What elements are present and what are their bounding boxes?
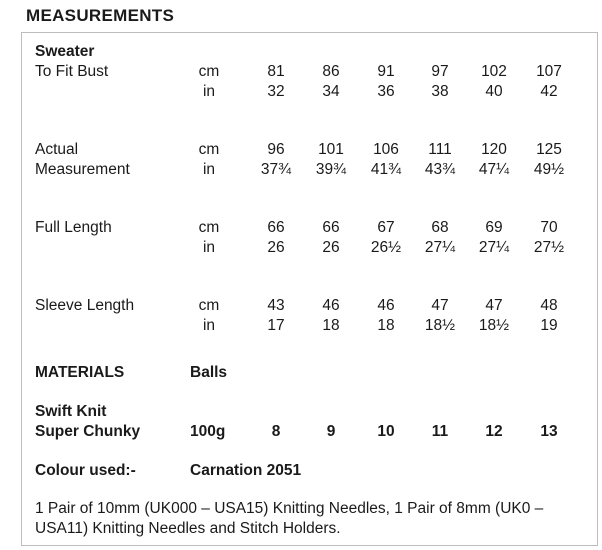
value-in: 17 [267, 317, 285, 334]
balls-label: Balls [190, 364, 228, 381]
value-in: 27¼ [424, 239, 456, 256]
value-cm: 47 [485, 297, 503, 314]
value-cm: 97 [431, 63, 449, 80]
ball-count: 13 [540, 423, 558, 440]
value-cm: 107 [536, 63, 562, 80]
value-in: 41¾ [370, 161, 402, 178]
page-title: MEASUREMENTS [26, 6, 175, 25]
row-label: Full Length [35, 219, 112, 236]
value-in: 37¾ [260, 161, 292, 178]
value-in: 18 [322, 317, 340, 334]
ball-count: 9 [326, 423, 336, 440]
ball-count: 10 [377, 423, 395, 440]
value-in: 32 [267, 83, 285, 100]
value-in: 38 [431, 83, 449, 100]
value-cm: 120 [481, 141, 507, 158]
value-cm: 81 [267, 63, 285, 80]
unit-cm: cm [198, 219, 220, 236]
value-cm: 46 [377, 297, 395, 314]
unit-cm: cm [198, 141, 220, 158]
value-in: 18½ [478, 317, 510, 334]
value-cm: 125 [536, 141, 562, 158]
ball-count: 8 [271, 423, 281, 440]
value-cm: 102 [481, 63, 507, 80]
sweater-label: Sweater [35, 43, 95, 60]
value-in: 26 [322, 239, 340, 256]
row-label: Actual [35, 141, 79, 158]
row-label-line2: Measurement [35, 161, 130, 178]
value-cm: 70 [540, 219, 558, 236]
value-in: 26½ [370, 239, 402, 256]
unit-in: in [202, 239, 216, 256]
value-in: 43¾ [424, 161, 456, 178]
value-cm: 47 [431, 297, 449, 314]
unit-cm: cm [198, 297, 220, 314]
value-in: 34 [322, 83, 340, 100]
value-cm: 96 [267, 141, 285, 158]
value-cm: 111 [428, 141, 452, 158]
value-cm: 101 [318, 141, 344, 158]
value-cm: 67 [377, 219, 395, 236]
value-cm: 43 [267, 297, 285, 314]
value-in: 40 [485, 83, 503, 100]
colour-label: Colour used:- [35, 462, 136, 479]
unit-cm: cm [198, 63, 220, 80]
value-in: 36 [377, 83, 395, 100]
value-in: 39¾ [315, 161, 347, 178]
yarn-name-line1: Swift Knit [35, 403, 107, 420]
value-in: 18 [377, 317, 395, 334]
value-cm: 66 [267, 219, 285, 236]
yarn-name-line2: Super Chunky [35, 423, 141, 440]
unit-in: in [202, 83, 216, 100]
ball-count: 11 [431, 423, 449, 440]
value-in: 19 [540, 317, 558, 334]
value-cm: 46 [322, 297, 340, 314]
needles-note: 1 Pair of 10mm (UK000 – USA15) Knitting Needles, 1 Pair of 8mm (UK0 – USA11) Knitting Needles and Stitch Holders. [35, 500, 544, 537]
value-cm: 86 [322, 63, 340, 80]
value-in: 26 [267, 239, 285, 256]
value-in: 47¼ [478, 161, 510, 178]
row-label: To Fit Bust [35, 63, 109, 80]
value-cm: 69 [485, 219, 503, 236]
value-cm: 48 [540, 297, 558, 314]
colour-value: Carnation 2051 [190, 462, 302, 479]
value-cm: 106 [373, 141, 399, 158]
value-in: 49½ [533, 161, 565, 178]
ball-count: 12 [485, 423, 503, 440]
unit-in: in [202, 161, 216, 178]
value-in: 27½ [533, 239, 565, 256]
yarn-weight: 100g [190, 423, 226, 440]
unit-in: in [202, 317, 216, 334]
materials-label: MATERIALS [35, 364, 125, 381]
value-in: 27¼ [478, 239, 510, 256]
row-label: Sleeve Length [35, 297, 135, 314]
value-cm: 91 [377, 63, 395, 80]
value-cm: 68 [431, 219, 449, 236]
value-in: 18½ [424, 317, 456, 334]
value-in: 42 [540, 83, 558, 100]
value-cm: 66 [322, 219, 340, 236]
